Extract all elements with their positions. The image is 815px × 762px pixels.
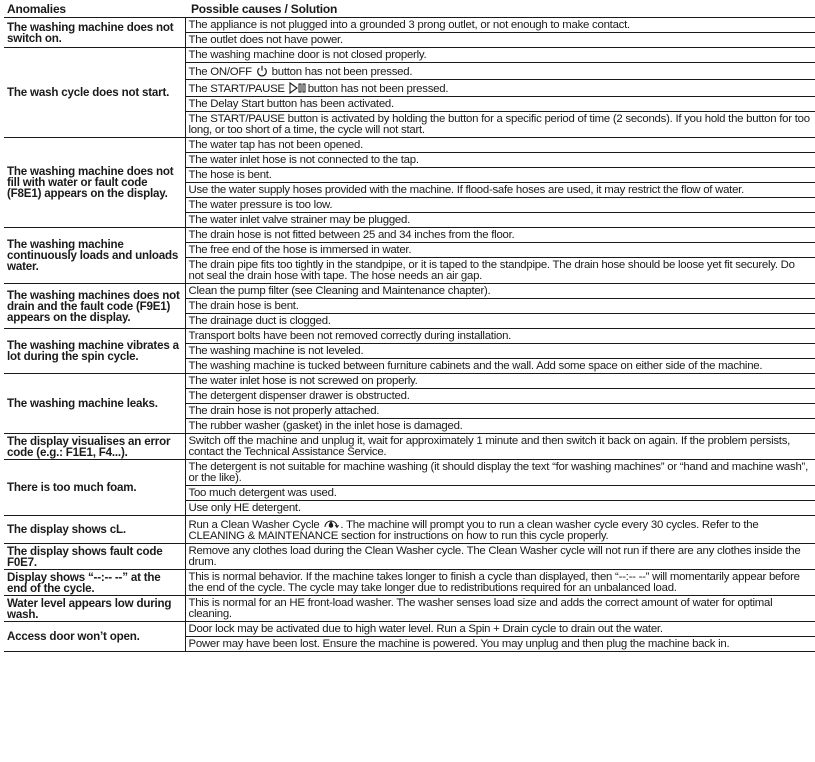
cause-cell: This is normal behavior. If the machine takes longer to finish a cycle than displayed, then “--:-- --” will momentarily appear before the end of the cycle. The cycle may take longer due to redistributions required for an unbalanced load. [185, 570, 815, 596]
cause-cell: The washing machine is not leveled. [185, 344, 815, 359]
table-row [4, 228, 815, 243]
anomaly-cell: The washing machine leaks. [4, 374, 185, 434]
cause-cell: Use only HE detergent. [185, 501, 815, 516]
cause-cell: Clean the pump filter (see Cleaning and Maintenance chapter). [185, 284, 815, 299]
cause-cell: The drainage duct is clogged. [185, 314, 815, 329]
cause-startpause-label: The START/PAUSE [188, 83, 285, 95]
table-row [4, 544, 815, 570]
cause-cell: The free end of the hose is immersed in water. [185, 243, 815, 258]
anomaly-cell: The washing machine does not switch on. [4, 18, 185, 48]
cause-cell [185, 63, 815, 80]
troubleshooting-table [4, 17, 815, 652]
table-row [4, 284, 815, 299]
header-anomalies: Anomalies [7, 1, 66, 16]
table-row [4, 329, 815, 344]
cause-cell: The water inlet valve strainer may be plugged. [185, 213, 815, 228]
table-header [4, 0, 815, 17]
table-row [4, 18, 815, 33]
cause-cell: The START/PAUSE button is activated by holding the button for a specific period of time (2 seconds). If you hold the button for too long, or too short of a time, the cycle will not start. [185, 112, 815, 138]
cause-startpause-suffix: button has not been pressed. [307, 83, 449, 95]
anomaly-cell: Water level appears low during wash. [4, 596, 185, 622]
cause-cell: Use the water supply hoses provided with the machine. If flood-safe hoses are used, it may restrict the flow of water. [185, 183, 815, 198]
anomaly-cell: The washing machine does not fill with water or fault code (F8E1) appears on the display. [4, 138, 185, 228]
cause-cell: Too much detergent was used. [185, 486, 815, 501]
anomaly-cell: The washing machines does not drain and the fault code (F9E1) appears on the display. [4, 284, 185, 329]
cause-cell: The water tap has not been opened. [185, 138, 815, 153]
table-row [4, 374, 815, 389]
cause-cell: The appliance is not plugged into a grounded 3 prong outlet, or not enough to make contact. [185, 18, 815, 33]
anomaly-cell: Access door won’t open. [4, 622, 185, 652]
cause-cell: The detergent is not suitable for machine washing (it should display the text “for washing machines” or “hand and machine wash”, or the like). [185, 460, 815, 486]
cause-cell [185, 516, 815, 544]
cause-cell: The outlet does not have power. [185, 33, 815, 48]
cause-cell: The Delay Start button has been activated. [185, 97, 815, 112]
cause-cell: The drain hose is bent. [185, 299, 815, 314]
cause-cell: Door lock may be activated due to high water level. Run a Spin + Drain cycle to drain out the water. [185, 622, 815, 637]
cause-onoff-label: The ON/OFF [188, 66, 252, 78]
cause-cell: The hose is bent. [185, 168, 815, 183]
table-row [4, 48, 815, 63]
cause-cell: Remove any clothes load during the Clean Washer cycle. The Clean Washer cycle will not run if there are any clothes inside the drum. [185, 544, 815, 570]
cause-cell: This is normal for an HE front-load washer. The washer senses load size and adds the correct amount of water for optimal cleaning. [185, 596, 815, 622]
cause-cell: The washing machine door is not closed properly. [185, 48, 815, 63]
table-row [4, 570, 815, 596]
clean-washer-icon [323, 518, 339, 530]
table-row [4, 138, 815, 153]
anomaly-cell: The wash cycle does not start. [4, 48, 185, 138]
cause-cell: The detergent dispenser drawer is obstructed. [185, 389, 815, 404]
cause-cell: The drain hose is not properly attached. [185, 404, 815, 419]
anomaly-cell: There is too much foam. [4, 460, 185, 516]
clean-cycle-suffix: . The machine will prompt you to run a clean washer cycle every 30 cycles. Refer to the CLEANING & MAINTENANCE section for instructions on how to run this cycle properly. [188, 519, 759, 542]
play-pause-icon [289, 82, 307, 94]
cause-cell: The water inlet hose is not screwed on properly. [185, 374, 815, 389]
table-row [4, 516, 815, 544]
cause-cell: Power may have been lost. Ensure the machine is powered. You may unplug and then plug the machine back in. [185, 637, 815, 652]
power-icon [256, 65, 268, 77]
cause-onoff-suffix: button has not been pressed. [271, 66, 413, 78]
cause-cell: The washing machine is tucked between furniture cabinets and the wall. Add some space on either side of the machine. [185, 359, 815, 374]
cause-cell [185, 80, 815, 97]
table-row [4, 596, 815, 622]
cause-cell: The drain pipe fits too tightly in the standpipe, or it is taped to the standpipe. The drain hose should be loose yet fit securely. Do not seal the drain hose with tape. The hose needs an air gap. [185, 258, 815, 284]
cause-cell: The drain hose is not fitted between 25 and 34 inches from the floor. [185, 228, 815, 243]
cause-cell: The water pressure is too low. [185, 198, 815, 213]
table-row [4, 622, 815, 637]
cause-cell: Switch off the machine and unplug it, wait for approximately 1 minute and then switch it back on again. If the problem persists, contact the Technical Assistance Service. [185, 434, 815, 460]
clean-cycle-label: Run a Clean Washer Cycle [188, 519, 320, 531]
cause-cell: The rubber washer (gasket) in the inlet hose is damaged. [185, 419, 815, 434]
table-row [4, 434, 815, 460]
cause-cell: The water inlet hose is not connected to the tap. [185, 153, 815, 168]
anomaly-cell: The display visualises an error code (e.g.: F1E1, F4...). [4, 434, 185, 460]
anomaly-cell: The display shows cL. [4, 516, 185, 544]
anomaly-cell: Display shows “--:-- --” at the end of the cycle. [4, 570, 185, 596]
anomaly-cell: The washing machine continuously loads and unloads water. [4, 228, 185, 284]
troubleshooting-page [4, 0, 815, 652]
anomaly-cell: The display shows fault code F0E7. [4, 544, 185, 570]
header-causes: Possible causes / Solution [191, 1, 338, 16]
table-row [4, 460, 815, 486]
anomaly-cell: The washing machine vibrates a lot during the spin cycle. [4, 329, 185, 374]
cause-cell: Transport bolts have been not removed correctly during installation. [185, 329, 815, 344]
